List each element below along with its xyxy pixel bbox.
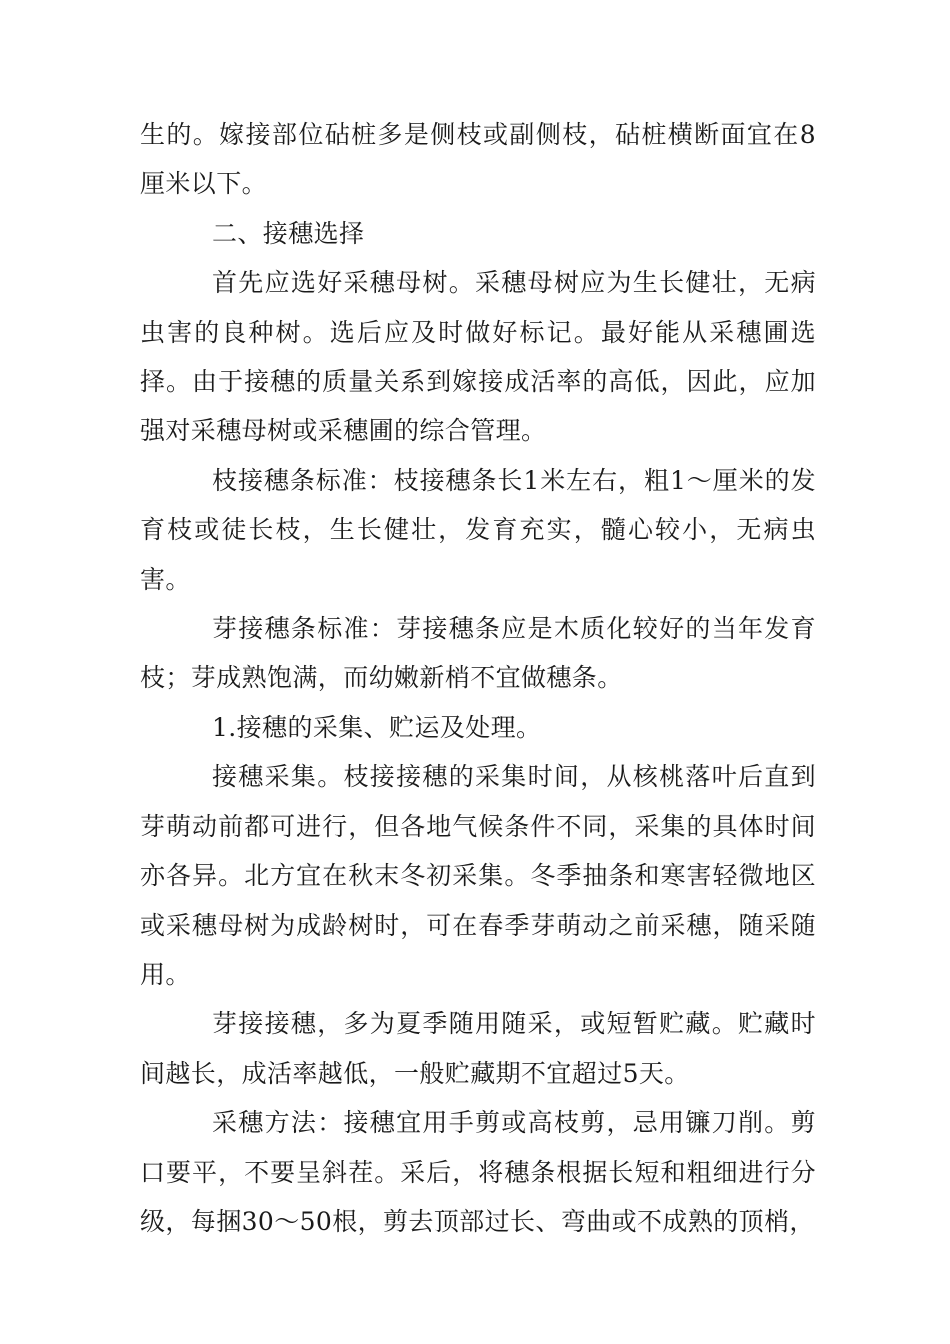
- paragraph-bud-graft-standard: 芽接穗条标准：芽接穗条应是木质化较好的当年发育枝；芽成熟饱满，而幼嫩新梢不宜做穗条。: [140, 614, 816, 693]
- paragraph-collection-method: 采穗方法：接穗宜用手剪或高枝剪，忌用镰刀削。剪口要平，不要呈斜茬。采后，将穗条根据长短和粗细进行分级，每捆30～50根，剪去顶部过长、弯曲或不成熟的顶梢，: [140, 1108, 816, 1236]
- document-body: [140, 110, 816, 1246]
- paragraph-mother-tree: 首先应选好采穗母树。采穗母树应为生长健壮，无病虫害的良种树。选后应及时做好标记。最好能从采穗圃选择。由于接穗的质量关系到嫁接成活率的高低，因此，应加强对采穗母树或采穗圃的综合管理。: [140, 268, 816, 446]
- paragraph-scion-collection: 接穗采集。枝接接穗的采集时间，从核桃落叶后直到芽萌动前都可进行，但各地气候条件不同，采集的具体时间亦各异。北方宜在秋末冬初采集。冬季抽条和寒害轻微地区或采穗母树为成龄树时，可在春季芽萌动之前采穗，随采随用。: [140, 762, 816, 989]
- paragraph-bud-scion-storage: 芽接接穗，多为夏季随用随采，或短暂贮藏。贮藏时间越长，成活率越低，一般贮藏期不宜超过5天。: [140, 1009, 816, 1088]
- subheading-scion-collection: 1.接穗的采集、贮运及处理。: [212, 712, 542, 742]
- paragraph-branch-graft-standard: 枝接穗条标准：枝接穗条长1米左右，粗1～厘米的发育枝或徒长枝，生长健壮，发育充实，髓心较小，无病虫害。: [140, 465, 816, 594]
- paragraph-1: 生的。嫁接部位砧桩多是侧枝或副侧枝，砧桩横断面宜在8厘米以下。: [140, 120, 816, 199]
- section-heading-scion-selection: 二、接穗选择: [212, 218, 365, 248]
